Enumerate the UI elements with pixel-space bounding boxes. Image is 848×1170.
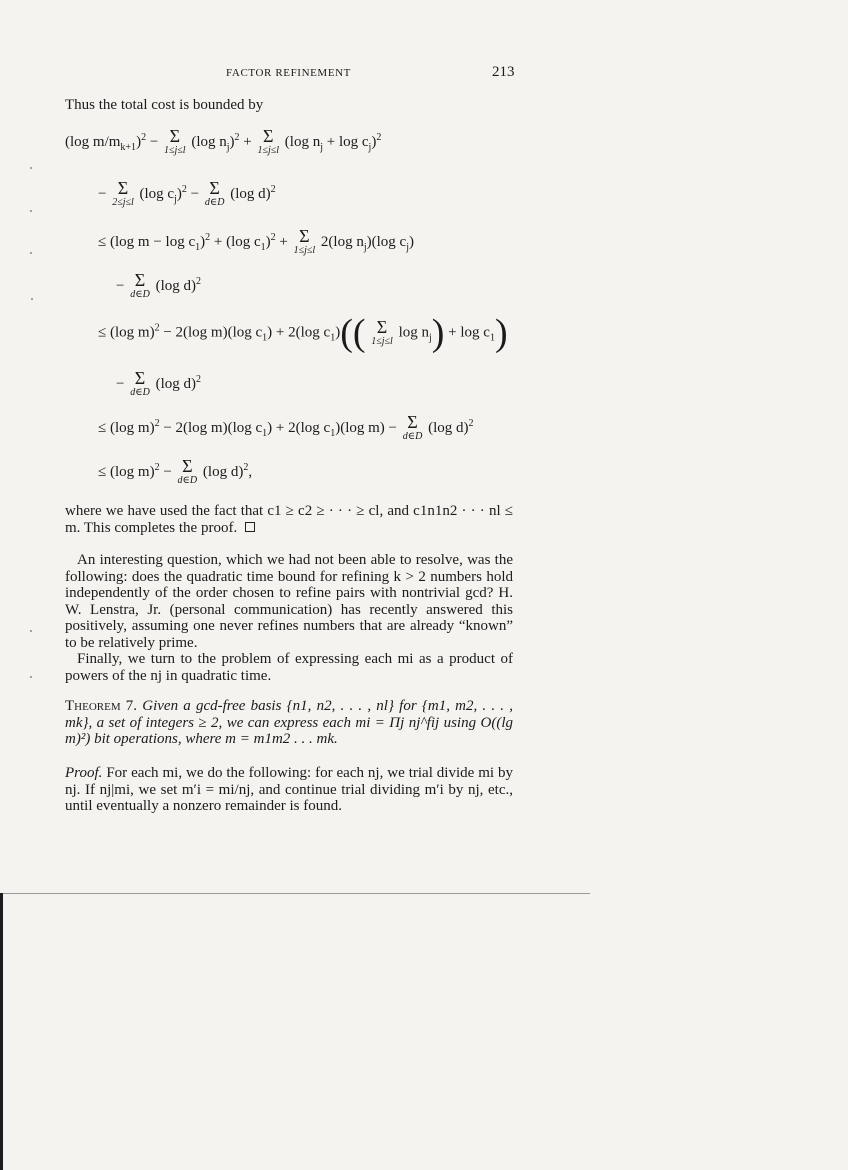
scan-speck <box>30 676 32 678</box>
equation-line-3: ≤ (log $m - \log c_1)^2 + (\log$ $c_1)^2$ + Σ 1≤j≤l 2(log $n_j)(\log$ $c_j$) <box>98 226 414 256</box>
paragraph-question: An interesting question, which we had not been able to resolve, was the following: does the quadratic time bound for refining k > 2 numbers hold independently of the order chosen to refine pairs with nontrivial gcd? H. W. Lenstra, Jr. (personal communication) has recently answered this positively, assuming one never refines numbers that are already “known” to be relatively prime. <box>65 552 513 651</box>
running-title: FACTOR REFINEMENT <box>226 67 351 79</box>
summation: Σ 1≤j≤l <box>164 126 186 156</box>
theorem-7: Theorem 7. Given a gcd-free basis {n1, n2, . . . , nl} for {m1, m2, . . . , mk}, a set of integers ≥ 2, we can express each mi = Πj nj^fij using O((lg m)²) bit operations, where m = m1m2 . . . mk. <box>65 698 514 747</box>
scan-speck <box>30 252 32 254</box>
summation: Σ d∈D <box>130 368 150 398</box>
proof-block: Proof. For each mi, we do the following: for each nj, we trial divide mi by nj. If nj|mi, we set m′i = mi/nj, and continue trial dividing m′i by nj, etc., until eventually a nonzero remainder is found. <box>65 765 513 814</box>
scan-speck <box>30 210 32 212</box>
summation: Σ 1≤j≤l <box>257 126 280 156</box>
summation: Σ d∈D <box>402 412 423 442</box>
proof-conclusion: where we have used the fact that c1 ≥ c2 ≥ · · · ≥ cl, and c1n1n2 · · · nl ≤ m. This completes the proof. <box>65 503 513 536</box>
summation: Σ d∈D <box>204 178 225 208</box>
page-number: 213 <box>492 64 515 80</box>
qed-box-icon <box>245 522 255 532</box>
equation-line-8: ≤ (log m)$^2$ − Σ d∈D (log d)$^2$, <box>98 456 253 486</box>
equation-line-5: ≤ (log m)$^2$ − 2(log m)(log $c_1) + 2(\log$ $c_1$)(( Σ 1≤j≤l $\log n_j) + \log c_1$) <box>98 312 508 354</box>
page-rule <box>0 893 590 894</box>
equation-line-4: − Σ d∈D (log d)$^2$ <box>116 270 202 300</box>
equation-line-1: (log $m/m_{k+1})^2$ − Σ 1≤j≤l (log $n_j)^2$ + Σ 1≤j≤l (log $n_j + \log c_j)^2$ <box>65 126 382 156</box>
summation: Σ 1≤j≤l <box>371 316 393 347</box>
equation-line-2: − Σ 2≤j≤l (log $c_j)^2$ − Σ d∈D (log d)$^2$ <box>98 178 276 208</box>
equation-line-7: ≤ (log m)$^2$ − 2(log m)(log $c_1) + 2(\log$ $c_1)(\log$ m) − Σ d∈D (log d)$^2$ <box>98 412 474 442</box>
summation: Σ d∈D <box>177 456 198 486</box>
summation: Σ d∈D <box>130 270 150 300</box>
scan-speck <box>30 630 32 632</box>
scan-speck <box>31 298 33 300</box>
scan-speck <box>30 167 32 169</box>
intro-sentence: Thus the total cost is bounded by <box>65 97 264 113</box>
summation: Σ 2≤j≤l <box>112 178 134 208</box>
summation: Σ 1≤j≤l <box>293 226 316 256</box>
paragraph-finally: Finally, we turn to the problem of expressing each mi as a product of powers of the nj in quadratic time. <box>65 651 513 684</box>
page-edge-shadow <box>0 893 3 1170</box>
equation-line-6: − Σ d∈D (log d)$^2$ <box>116 368 202 398</box>
